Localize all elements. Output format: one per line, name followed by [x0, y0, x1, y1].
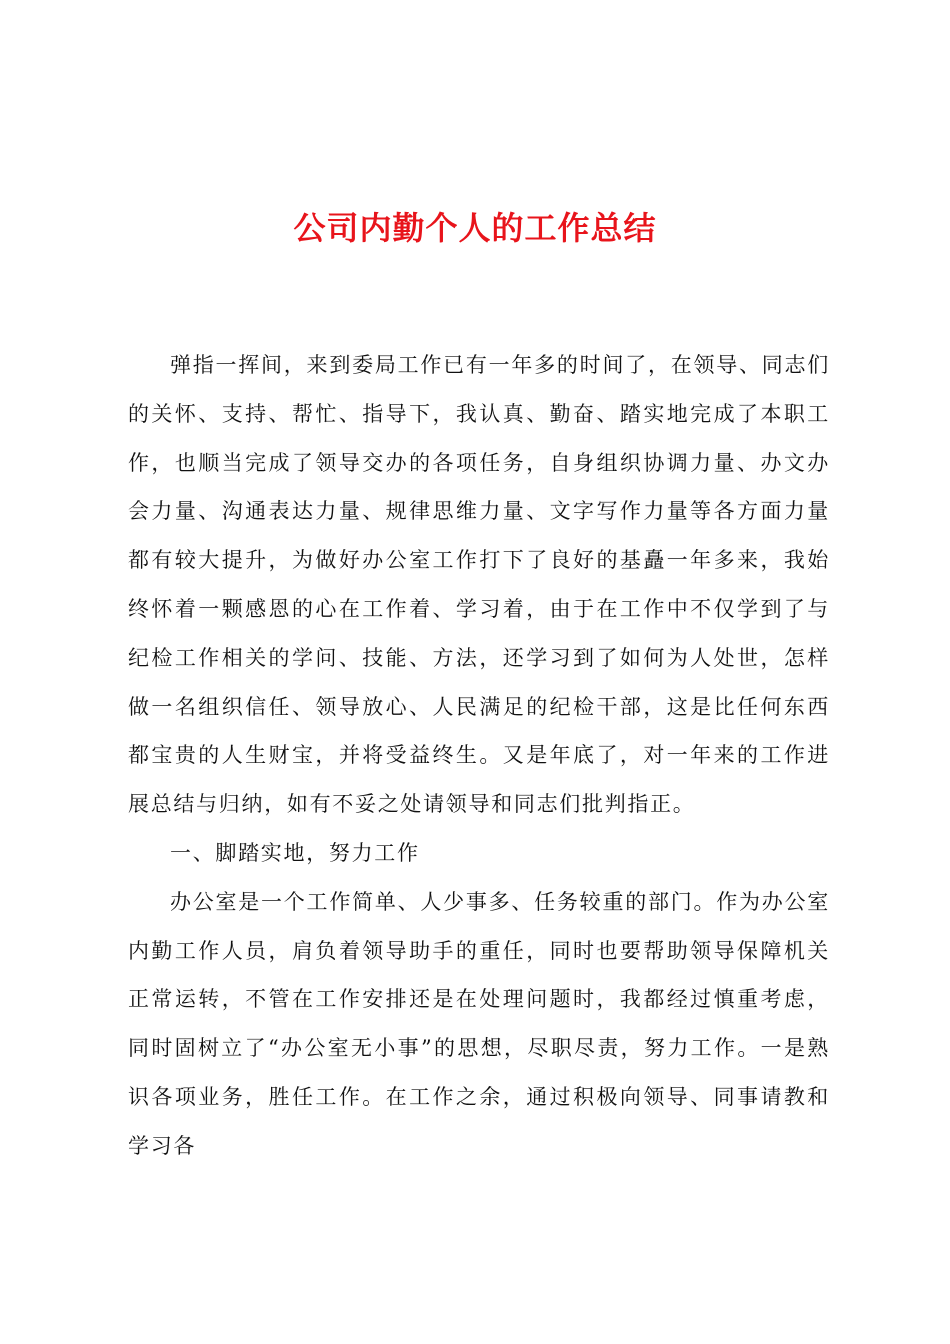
section-heading: 一、脚踏实地，努力工作	[170, 840, 420, 865]
document-title: 公司内勤个人的工作总结	[293, 209, 657, 247]
intro-paragraph: 弹指一挥间，来到委局工作已有一年多的时间了，在领导、同志们的关怀、支持、帮忙、指导下，我认真、勤奋、踏实地完成了本职工作，也顺当完成了领导交办的各项任务，自身组织协调力量、办文办会力量、沟通表达力量、规律思维力量、文字写作力量等各方面力量都有较大提升，为做好办公室工作打下了良好的基矗一年多来，我始终怀着一颗感恩的心在工作着、学习着，由于在工作中不仅学到了与纪检工作相关的学问、技能、方法，还学习到了如何为人处世，怎样做一名组织信任、领导放心、人民满足的纪检干部，这是比任何东西都宝贵的人生财宝，并将受益终生。又是年底了，对一年来的工作进展总结与归纳，如有不妥之处请领导和同志们批判指正。	[128, 353, 830, 817]
section-paragraph: 办公室是一个工作简单、人少事多、任务较重的部门。作为办公室内勤工作人员，肩负着领导助手的重任，同时也要帮助领导保障机关正常运转，不管在工作安排还是在处理问题时，我都经过慎重考虑，同时固树立了“办公室无小事”的思想，尽职尽责，努力工作。一是熟识各项业务，胜任工作。在工作之余，通过积极向领导、同事请教和学习各	[128, 889, 830, 1158]
document-body	[128, 341, 830, 1171]
